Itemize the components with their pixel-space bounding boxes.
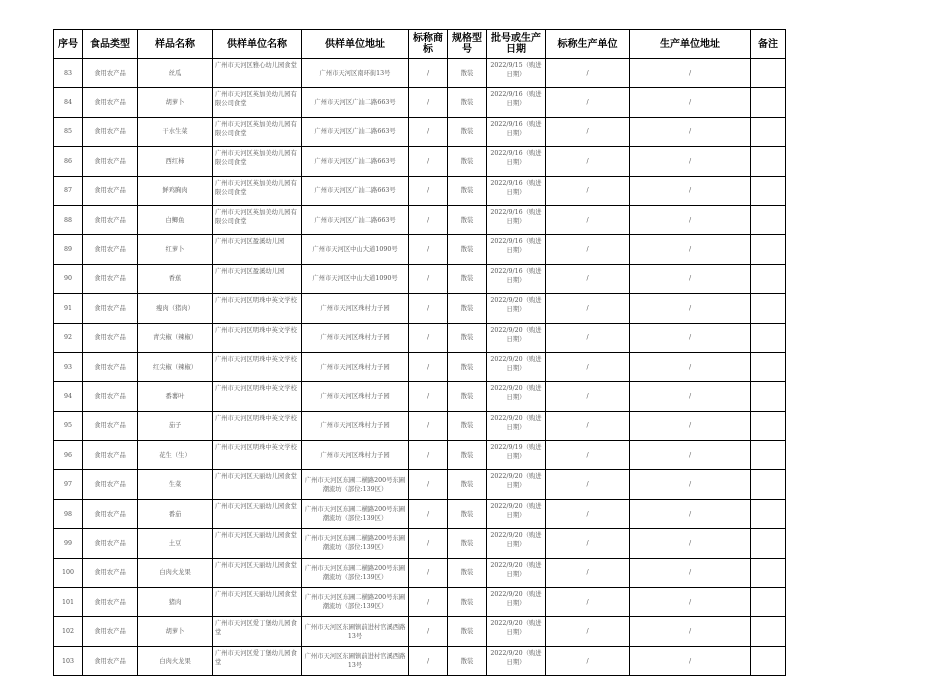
cell-manufacturer: /: [546, 558, 630, 587]
cell-manufacturer-address: /: [630, 88, 751, 117]
cell-sample-name: 土豆: [138, 529, 213, 558]
cell-supplier-name: 广州市天河区明珠中英文学校: [213, 382, 302, 411]
cell-manufacturer-address: /: [630, 499, 751, 528]
cell-supplier-name: 广州市天河区天丽幼儿园食堂: [213, 558, 302, 587]
cell-sample-name: 白鲫鱼: [138, 205, 213, 234]
cell-supplier-address: 广州市天河区广汕二路663号: [302, 117, 409, 146]
cell-supplier-name: 广州市天河区明珠中英文学校: [213, 352, 302, 381]
cell-sample-name: 西红柿: [138, 147, 213, 176]
cell-supplier-name: 广州市天河区天丽幼儿园食堂: [213, 529, 302, 558]
header-row: [54, 30, 786, 59]
cell-supplier-name: 广州市天河区明珠中英文学校: [213, 294, 302, 323]
header-brand: 标称商标: [409, 30, 448, 59]
cell-note: [751, 294, 786, 323]
cell-food-type: 食用农产品: [83, 470, 138, 499]
cell-note: [751, 617, 786, 646]
cell-manufacturer-address: /: [630, 558, 751, 587]
cell-food-type: 食用农产品: [83, 176, 138, 205]
cell-supplier-address: 广州市天河区中山大道1090号: [302, 264, 409, 293]
cell-supplier-name: 广州市天河区盈溪幼儿园: [213, 264, 302, 293]
sampling-table: [53, 29, 786, 676]
cell-manufacturer: /: [546, 529, 630, 558]
cell-no: 103: [54, 646, 83, 675]
cell-no: 85: [54, 117, 83, 146]
cell-manufacturer-address: /: [630, 411, 751, 440]
cell-no: 96: [54, 441, 83, 470]
cell-food-type: 食用农产品: [83, 205, 138, 234]
cell-sample-name: 生菜: [138, 470, 213, 499]
cell-food-type: 食用农产品: [83, 499, 138, 528]
cell-no: 99: [54, 529, 83, 558]
cell-batch-date: 2022/9/16（购进日期）: [487, 147, 546, 176]
cell-no: 93: [54, 352, 83, 381]
cell-supplier-name: 广州市天河区英加美幼儿园有限公司食堂: [213, 117, 302, 146]
cell-manufacturer-address: /: [630, 264, 751, 293]
cell-supplier-address: 广州市天河区珠村力子园: [302, 441, 409, 470]
cell-manufacturer: /: [546, 411, 630, 440]
cell-note: [751, 588, 786, 617]
cell-manufacturer: /: [546, 117, 630, 146]
cell-supplier-address: 广州市天河区珠村力子园: [302, 323, 409, 352]
cell-batch-date: 2022/9/19（购进日期）: [487, 441, 546, 470]
cell-batch-date: 2022/9/16（购进日期）: [487, 205, 546, 234]
cell-spec: 散装: [448, 323, 487, 352]
table-row: [54, 646, 786, 675]
table-row: [54, 382, 786, 411]
cell-sample-name: 干水生菜: [138, 117, 213, 146]
cell-supplier-name: 广州市天河区明珠中英文学校: [213, 441, 302, 470]
cell-note: [751, 499, 786, 528]
cell-supplier-address: 广州市天河区东圃二横路200号东圃潮流坊（部位:139区）: [302, 558, 409, 587]
cell-no: 91: [54, 294, 83, 323]
cell-supplier-name: 广州市天河区爱丁堡幼儿园食堂: [213, 646, 302, 675]
header-supplier-address: 供样单位地址: [302, 30, 409, 59]
cell-manufacturer: /: [546, 235, 630, 264]
cell-sample-name: 红萝卜: [138, 235, 213, 264]
cell-spec: 散装: [448, 646, 487, 675]
cell-batch-date: 2022/9/20（购进日期）: [487, 588, 546, 617]
table-row: [54, 147, 786, 176]
cell-manufacturer-address: /: [630, 176, 751, 205]
cell-spec: 散装: [448, 382, 487, 411]
cell-batch-date: 2022/9/16（购进日期）: [487, 88, 546, 117]
table-row: [54, 617, 786, 646]
table-row: [54, 59, 786, 88]
table-row: [54, 499, 786, 528]
cell-food-type: 食用农产品: [83, 264, 138, 293]
table-row: [54, 441, 786, 470]
cell-spec: 散装: [448, 176, 487, 205]
cell-sample-name: 猪肉: [138, 588, 213, 617]
cell-food-type: 食用农产品: [83, 88, 138, 117]
cell-supplier-name: 广州市天河区盈溪幼儿园: [213, 235, 302, 264]
cell-sample-name: 茄子: [138, 411, 213, 440]
cell-supplier-address: 广州市天河区珠村力子园: [302, 294, 409, 323]
cell-note: [751, 646, 786, 675]
cell-note: [751, 529, 786, 558]
cell-brand: /: [409, 382, 448, 411]
cell-batch-date: 2022/9/16（购进日期）: [487, 235, 546, 264]
cell-supplier-name: 广州市天河区天丽幼儿园食堂: [213, 499, 302, 528]
cell-batch-date: 2022/9/16（购进日期）: [487, 176, 546, 205]
cell-supplier-address: 广州市天河区东圃二横路200号东圃潮流坊（部位:139区）: [302, 529, 409, 558]
cell-brand: /: [409, 470, 448, 499]
cell-supplier-address: 广州市天河区中山大道1090号: [302, 235, 409, 264]
cell-note: [751, 176, 786, 205]
cell-sample-name: 番茄: [138, 499, 213, 528]
cell-spec: 散装: [448, 588, 487, 617]
cell-manufacturer: /: [546, 617, 630, 646]
table-row: [54, 411, 786, 440]
cell-sample-name: 香蕉: [138, 264, 213, 293]
header-sample-name: 样品名称: [138, 30, 213, 59]
cell-manufacturer-address: /: [630, 235, 751, 264]
cell-brand: /: [409, 59, 448, 88]
cell-manufacturer-address: /: [630, 352, 751, 381]
table-row: [54, 294, 786, 323]
cell-spec: 散装: [448, 235, 487, 264]
cell-supplier-name: 广州市天河区明珠中英文学校: [213, 323, 302, 352]
cell-manufacturer-address: /: [630, 323, 751, 352]
cell-note: [751, 382, 786, 411]
cell-manufacturer: /: [546, 59, 630, 88]
cell-manufacturer-address: /: [630, 617, 751, 646]
table-row: [54, 352, 786, 381]
cell-spec: 散装: [448, 88, 487, 117]
cell-supplier-address: 广州市天河区南环街13号: [302, 59, 409, 88]
cell-no: 90: [54, 264, 83, 293]
cell-batch-date: 2022/9/20（购进日期）: [487, 352, 546, 381]
header-manufacturer: 标称生产单位: [546, 30, 630, 59]
cell-manufacturer-address: /: [630, 470, 751, 499]
cell-note: [751, 264, 786, 293]
cell-brand: /: [409, 294, 448, 323]
cell-note: [751, 59, 786, 88]
cell-brand: /: [409, 499, 448, 528]
header-supplier-name: 供样单位名称: [213, 30, 302, 59]
header-batch-date: 批号或生产日期: [487, 30, 546, 59]
cell-food-type: 食用农产品: [83, 382, 138, 411]
cell-manufacturer-address: /: [630, 294, 751, 323]
cell-supplier-address: 广州市天河区广汕二路663号: [302, 205, 409, 234]
cell-spec: 散装: [448, 617, 487, 646]
table-row: [54, 235, 786, 264]
table-row: [54, 529, 786, 558]
cell-no: 87: [54, 176, 83, 205]
cell-no: 89: [54, 235, 83, 264]
cell-note: [751, 88, 786, 117]
cell-batch-date: 2022/9/15（购进日期）: [487, 59, 546, 88]
cell-manufacturer: /: [546, 323, 630, 352]
cell-supplier-name: 广州市天河区爱丁堡幼儿园食堂: [213, 617, 302, 646]
cell-supplier-address: 广州市天河区东圃二横路200号东圃潮流坊（部位:139区）: [302, 499, 409, 528]
header-note: 备注: [751, 30, 786, 59]
cell-manufacturer: /: [546, 646, 630, 675]
cell-no: 95: [54, 411, 83, 440]
cell-manufacturer-address: /: [630, 147, 751, 176]
header-spec: 规格型号: [448, 30, 487, 59]
cell-brand: /: [409, 147, 448, 176]
cell-food-type: 食用农产品: [83, 646, 138, 675]
cell-manufacturer: /: [546, 499, 630, 528]
header-food-type: 食品类型: [83, 30, 138, 59]
cell-batch-date: 2022/9/20（购进日期）: [487, 323, 546, 352]
cell-supplier-name: 广州市天河区英加美幼儿园有限公司食堂: [213, 205, 302, 234]
cell-supplier-name: 广州市天河区英加美幼儿园有限公司食堂: [213, 176, 302, 205]
cell-manufacturer: /: [546, 294, 630, 323]
cell-food-type: 食用农产品: [83, 147, 138, 176]
cell-food-type: 食用农产品: [83, 441, 138, 470]
cell-note: [751, 352, 786, 381]
cell-supplier-name: 广州市天河区明珠中英文学校: [213, 411, 302, 440]
table-row: [54, 323, 786, 352]
cell-sample-name: 丝瓜: [138, 59, 213, 88]
table-row: [54, 117, 786, 146]
table-body: [54, 59, 786, 676]
cell-no: 94: [54, 382, 83, 411]
cell-spec: 散装: [448, 117, 487, 146]
cell-batch-date: 2022/9/16（购进日期）: [487, 264, 546, 293]
cell-manufacturer: /: [546, 147, 630, 176]
cell-sample-name: 胡萝卜: [138, 617, 213, 646]
cell-sample-name: 白肉火龙果: [138, 646, 213, 675]
cell-no: 98: [54, 499, 83, 528]
cell-food-type: 食用农产品: [83, 352, 138, 381]
cell-spec: 散装: [448, 205, 487, 234]
table-row: [54, 588, 786, 617]
cell-sample-name: 青尖椒（辣椒）: [138, 323, 213, 352]
cell-no: 101: [54, 588, 83, 617]
header-manufacturer-address: 生产单位地址: [630, 30, 751, 59]
cell-spec: 散装: [448, 441, 487, 470]
cell-manufacturer: /: [546, 382, 630, 411]
cell-sample-name: 花生（生）: [138, 441, 213, 470]
cell-supplier-address: 广州市天河区广汕二路663号: [302, 176, 409, 205]
cell-food-type: 食用农产品: [83, 558, 138, 587]
cell-brand: /: [409, 529, 448, 558]
cell-batch-date: 2022/9/20（购进日期）: [487, 294, 546, 323]
table-row: [54, 88, 786, 117]
cell-brand: /: [409, 588, 448, 617]
cell-brand: /: [409, 205, 448, 234]
cell-batch-date: 2022/9/20（购进日期）: [487, 499, 546, 528]
cell-batch-date: 2022/9/20（购进日期）: [487, 558, 546, 587]
cell-supplier-address: 广州市天河区珠村力子园: [302, 382, 409, 411]
cell-manufacturer-address: /: [630, 117, 751, 146]
cell-brand: /: [409, 617, 448, 646]
cell-food-type: 食用农产品: [83, 411, 138, 440]
cell-manufacturer: /: [546, 88, 630, 117]
cell-spec: 散装: [448, 352, 487, 381]
cell-manufacturer-address: /: [630, 646, 751, 675]
cell-spec: 散装: [448, 470, 487, 499]
cell-batch-date: 2022/9/20（购进日期）: [487, 646, 546, 675]
table-row: [54, 470, 786, 499]
cell-sample-name: 红尖椒（辣椒）: [138, 352, 213, 381]
cell-brand: /: [409, 323, 448, 352]
cell-sample-name: 番薯叶: [138, 382, 213, 411]
cell-note: [751, 205, 786, 234]
cell-brand: /: [409, 117, 448, 146]
table-row: [54, 264, 786, 293]
cell-brand: /: [409, 646, 448, 675]
cell-manufacturer: /: [546, 352, 630, 381]
cell-spec: 散装: [448, 529, 487, 558]
cell-spec: 散装: [448, 294, 487, 323]
cell-spec: 散装: [448, 558, 487, 587]
cell-food-type: 食用农产品: [83, 529, 138, 558]
cell-food-type: 食用农产品: [83, 323, 138, 352]
cell-manufacturer: /: [546, 470, 630, 499]
cell-manufacturer-address: /: [630, 441, 751, 470]
cell-batch-date: 2022/9/20（购进日期）: [487, 617, 546, 646]
cell-supplier-address: 广州市天河区珠村力子园: [302, 352, 409, 381]
cell-batch-date: 2022/9/20（购进日期）: [487, 470, 546, 499]
table-row: [54, 176, 786, 205]
cell-manufacturer: /: [546, 588, 630, 617]
cell-sample-name: 瘦肉（猪肉）: [138, 294, 213, 323]
cell-supplier-address: 广州市天河区珠村力子园: [302, 411, 409, 440]
cell-no: 86: [54, 147, 83, 176]
cell-manufacturer: /: [546, 176, 630, 205]
cell-sample-name: 胡萝卜: [138, 88, 213, 117]
cell-food-type: 食用农产品: [83, 617, 138, 646]
cell-no: 97: [54, 470, 83, 499]
cell-note: [751, 235, 786, 264]
cell-spec: 散装: [448, 411, 487, 440]
table-row: [54, 205, 786, 234]
cell-supplier-address: 广州市天河区东圃二横路200号东圃潮流坊（部位:139区）: [302, 588, 409, 617]
cell-no: 84: [54, 88, 83, 117]
cell-spec: 散装: [448, 499, 487, 528]
cell-brand: /: [409, 441, 448, 470]
cell-spec: 散装: [448, 264, 487, 293]
cell-no: 88: [54, 205, 83, 234]
cell-no: 83: [54, 59, 83, 88]
cell-supplier-name: 广州市天河区天丽幼儿园食堂: [213, 470, 302, 499]
cell-note: [751, 558, 786, 587]
cell-brand: /: [409, 264, 448, 293]
cell-no: 102: [54, 617, 83, 646]
cell-no: 92: [54, 323, 83, 352]
cell-note: [751, 147, 786, 176]
cell-manufacturer-address: /: [630, 382, 751, 411]
cell-supplier-name: 广州市天河区英加美幼儿园有限公司食堂: [213, 88, 302, 117]
cell-supplier-address: 广州市天河区广汕二路663号: [302, 88, 409, 117]
table-row: [54, 558, 786, 587]
cell-manufacturer: /: [546, 264, 630, 293]
cell-brand: /: [409, 558, 448, 587]
cell-supplier-address: 广州市天河区广汕二路663号: [302, 147, 409, 176]
cell-food-type: 食用农产品: [83, 59, 138, 88]
cell-brand: /: [409, 352, 448, 381]
cell-spec: 散装: [448, 59, 487, 88]
cell-supplier-address: 广州市天河区东圃镇前进村官溪西路13号: [302, 646, 409, 675]
cell-note: [751, 323, 786, 352]
cell-no: 100: [54, 558, 83, 587]
cell-food-type: 食用农产品: [83, 117, 138, 146]
cell-supplier-address: 广州市天河区东圃二横路200号东圃潮流坊（部位:139区）: [302, 470, 409, 499]
cell-food-type: 食用农产品: [83, 588, 138, 617]
cell-supplier-name: 广州市天河区雅心幼儿园食堂: [213, 59, 302, 88]
cell-manufacturer-address: /: [630, 588, 751, 617]
cell-brand: /: [409, 411, 448, 440]
cell-manufacturer-address: /: [630, 529, 751, 558]
cell-brand: /: [409, 88, 448, 117]
cell-spec: 散装: [448, 147, 487, 176]
header-no: 序号: [54, 30, 83, 59]
cell-sample-name: 白肉火龙果: [138, 558, 213, 587]
cell-manufacturer: /: [546, 441, 630, 470]
cell-manufacturer: /: [546, 205, 630, 234]
cell-batch-date: 2022/9/20（购进日期）: [487, 411, 546, 440]
cell-batch-date: 2022/9/20（购进日期）: [487, 382, 546, 411]
cell-note: [751, 441, 786, 470]
cell-food-type: 食用农产品: [83, 294, 138, 323]
cell-note: [751, 411, 786, 440]
cell-food-type: 食用农产品: [83, 235, 138, 264]
cell-brand: /: [409, 176, 448, 205]
cell-supplier-name: 广州市天河区天丽幼儿园食堂: [213, 588, 302, 617]
cell-note: [751, 470, 786, 499]
cell-note: [751, 117, 786, 146]
cell-supplier-name: 广州市天河区英加美幼儿园有限公司食堂: [213, 147, 302, 176]
cell-sample-name: 鲜鸡胸肉: [138, 176, 213, 205]
cell-manufacturer-address: /: [630, 59, 751, 88]
cell-manufacturer-address: /: [630, 205, 751, 234]
cell-batch-date: 2022/9/20（购进日期）: [487, 529, 546, 558]
cell-batch-date: 2022/9/16（购进日期）: [487, 117, 546, 146]
cell-brand: /: [409, 235, 448, 264]
cell-supplier-address: 广州市天河区东圃镇前进村官溪西路13号: [302, 617, 409, 646]
